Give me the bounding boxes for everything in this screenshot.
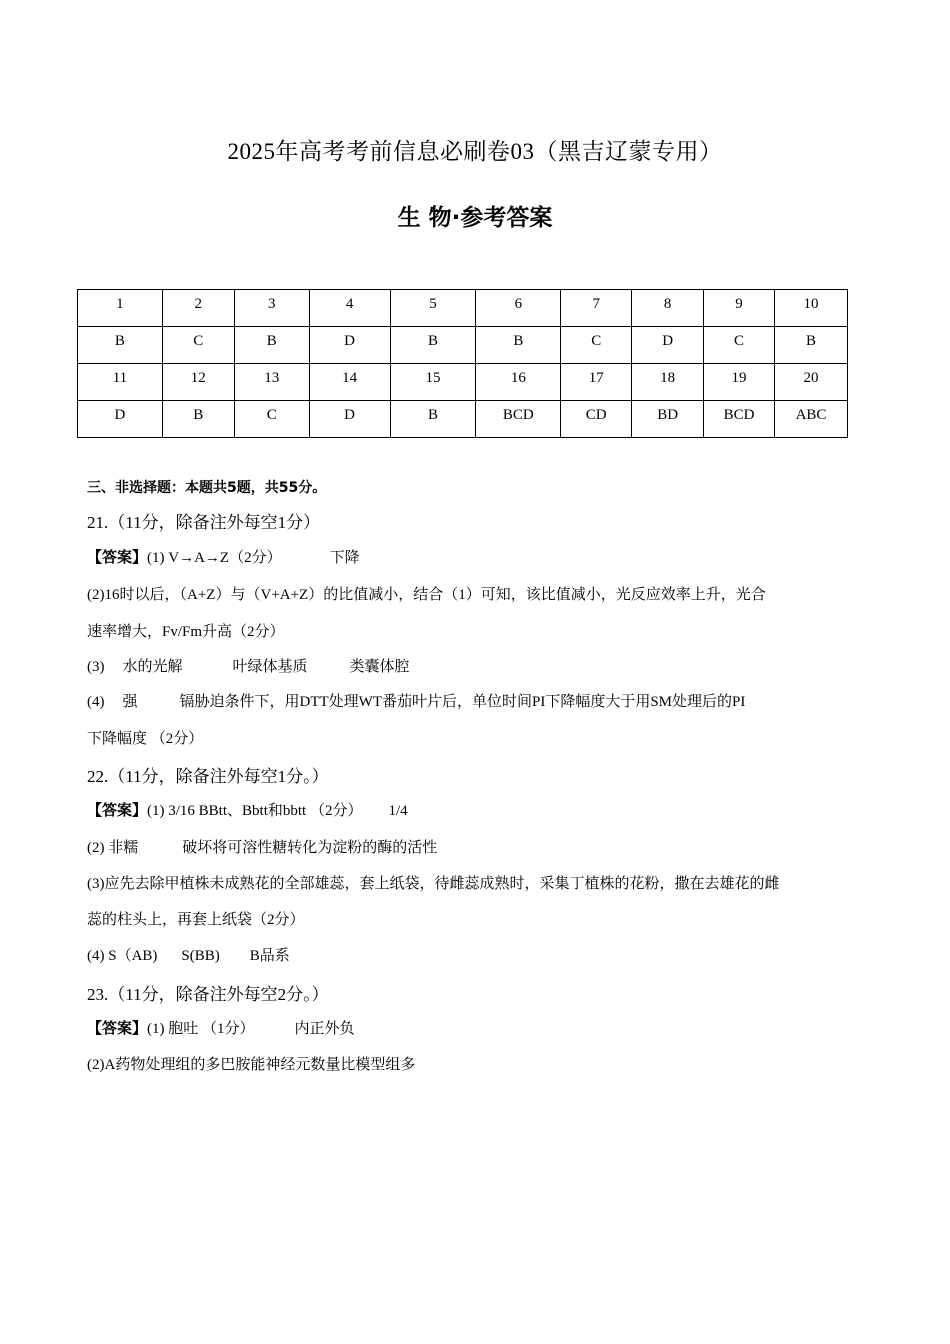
q22-answer-2 [87,836,437,857]
cell-text: C [266,407,277,423]
q21-answer-2-line-2: 速率增大，Fv/Fm升高（2分） [87,624,285,640]
q22-answer-1 [87,799,408,820]
cell-text: 14 [342,370,358,386]
cell-text: CD [585,407,607,423]
cell-text: ABC [795,407,827,423]
answer-cell [234,327,309,364]
cell-text: 12 [190,370,206,386]
q22-a4-part-1: (4) S（AB) [87,948,158,964]
q22-a1-text: (1) 3/16 BBtt、Bbtt和bbtt （2分） [147,803,363,819]
answer-cell [476,327,561,364]
question-number-row [78,364,848,401]
answer-cell [561,327,632,364]
cell-text: 3 [267,296,276,312]
question-number-cell [775,290,848,327]
cell-text: B [513,333,524,349]
cell-text: BD [657,407,679,423]
answer-row [78,401,848,438]
section-heading: 三、非选择题：本题共5题，共55分。 [87,480,327,496]
question-number-cell [704,290,775,327]
cell-text: 13 [264,370,280,386]
answer-cell [704,401,775,438]
page-title: 2025年高考考前信息必刷卷03（黑吉辽蒙专用） [227,139,723,164]
cell-text: C [734,333,745,349]
q21-answer-1 [87,546,360,567]
q22-a4-part-2: S(BB) [181,948,220,964]
answer-cell [632,327,704,364]
answer-cell [390,327,476,364]
cell-text: B [427,407,438,423]
q21-answer-3 [87,655,410,676]
question-number-cell [390,290,476,327]
cell-text: 16 [510,370,526,386]
cell-text: 17 [588,370,604,386]
cell-text: 8 [663,296,672,312]
q21-a3-part-2: 叶绿体基质 [232,659,308,675]
q21-a1-extra: 下降 [329,550,360,566]
q22-a1-extra: 1/4 [388,803,408,819]
cell-text: 6 [514,296,523,312]
answer-label: 【答案】 [87,1019,148,1037]
cell-text: 10 [803,296,819,312]
cell-text: D [662,333,674,349]
answer-table-body [78,290,848,438]
cell-text: 15 [425,370,441,386]
q21-a4-num: (4) [87,694,105,710]
answer-row [78,327,848,364]
answer-cell [390,401,476,438]
cell-text: B [805,333,816,349]
cell-text: B [114,333,125,349]
cell-text: 18 [660,370,676,386]
q21-a3-part-1: 水的光解 [122,659,183,675]
q22-answer-4 [87,944,290,965]
answer-cell [704,327,775,364]
answer-label: 【答案】 [87,548,148,566]
question-number-cell [632,364,704,401]
cell-text: 20 [803,370,819,386]
answer-cell [162,401,234,438]
question-number-cell [390,364,476,401]
cell-text: BCD [723,407,755,423]
q21-a3-part-3: 类囊体腔 [349,659,410,675]
answer-cell [309,327,390,364]
answer-cell [234,401,309,438]
answer-cell [309,401,390,438]
cell-text: C [193,333,204,349]
question-number-cell [309,364,390,401]
q21-a1-text: (1) V→A→Z（2分） [147,550,282,566]
cell-text: 9 [735,296,743,312]
page-subtitle: 生 物·参考答案 [397,205,553,231]
cell-text: D [344,333,355,349]
cell-text: B [427,333,438,349]
q23-a1-text: (1) 胞吐 （1分） [147,1021,255,1037]
q22-answer-3-line-1: (3)应先去除甲植株未成熟花的全部雄蕊，套上纸袋，待雌蕊成熟时，采集丁植株的花粉，撒在去雄花的雌 [87,876,780,892]
q22-a4-part-3: B品系 [249,948,290,964]
q21-answer-4-line-1 [87,690,745,711]
q23-answer-2: (2)A药物处理组的多巴胺能神经元数量比模型组多 [87,1057,416,1073]
answer-cell [561,401,632,438]
q23-answer-1 [87,1017,355,1038]
q21-answer-2-line-1: (2)16时以后，（A+Z）与（V+A+Z）的比值减小，结合（1）可知，该比值减小，光反应效率上升，光合 [87,587,766,603]
question-number-cell [78,364,163,401]
question-number-cell [775,364,848,401]
question-number-cell [162,290,234,327]
question-number-cell [309,290,390,327]
answer-label: 【答案】 [87,801,148,819]
question-number-cell [704,364,775,401]
question-number-cell [162,364,234,401]
cell-text: 2 [194,296,203,312]
q21-answer-4-line-2: 下降幅度 （2分） [87,731,204,747]
answer-cell [775,401,848,438]
q21-a3-num: (3) [87,659,105,675]
question-number-cell [78,290,163,327]
answer-cell [78,327,163,364]
q22-heading: 22.（11分，除备注外每空1分。） [87,767,329,786]
question-number-cell [234,290,309,327]
answer-cell [162,327,234,364]
cell-text: D [344,407,355,423]
answer-cell [78,401,163,438]
q21-a4-text: 镉胁迫条件下，用DTT处理WT番茄叶片后，单位时间PI下降幅度大于用SM处理后的PI [179,694,746,710]
q23-heading: 23.（11分，除备注外每空2分。） [87,985,329,1004]
q23-a1-extra: 内正外负 [294,1021,355,1037]
answer-table [77,289,848,438]
question-number-cell [476,290,561,327]
cell-text: 5 [429,296,437,312]
cell-text: 11 [112,370,128,386]
cell-text: 4 [345,296,354,312]
cell-text: B [193,407,204,423]
answer-cell [632,401,704,438]
question-number-cell [632,290,704,327]
cell-text: D [114,407,126,423]
question-number-cell [234,364,309,401]
q22-a2-num: (2) 非糯 [87,840,139,856]
q22-a2-text: 破坏将可溶性糖转化为淀粉的酶的活性 [182,840,438,856]
cell-text: 19 [731,370,747,386]
q22-answer-3-line-2: 蕊的柱头上，再套上纸袋（2分） [87,912,305,928]
answer-cell [476,401,561,438]
question-number-cell [561,290,632,327]
cell-text: C [591,333,602,349]
cell-text: BCD [502,407,534,423]
question-number-cell [476,364,561,401]
question-number-cell [561,364,632,401]
cell-text: 1 [116,296,124,312]
q21-heading: 21.（11分，除备注外每空1分） [87,513,321,532]
answer-cell [775,327,848,364]
question-number-row [78,290,848,327]
q21-a4-word: 强 [122,694,138,710]
cell-text: B [266,333,277,349]
cell-text: 7 [592,296,600,312]
